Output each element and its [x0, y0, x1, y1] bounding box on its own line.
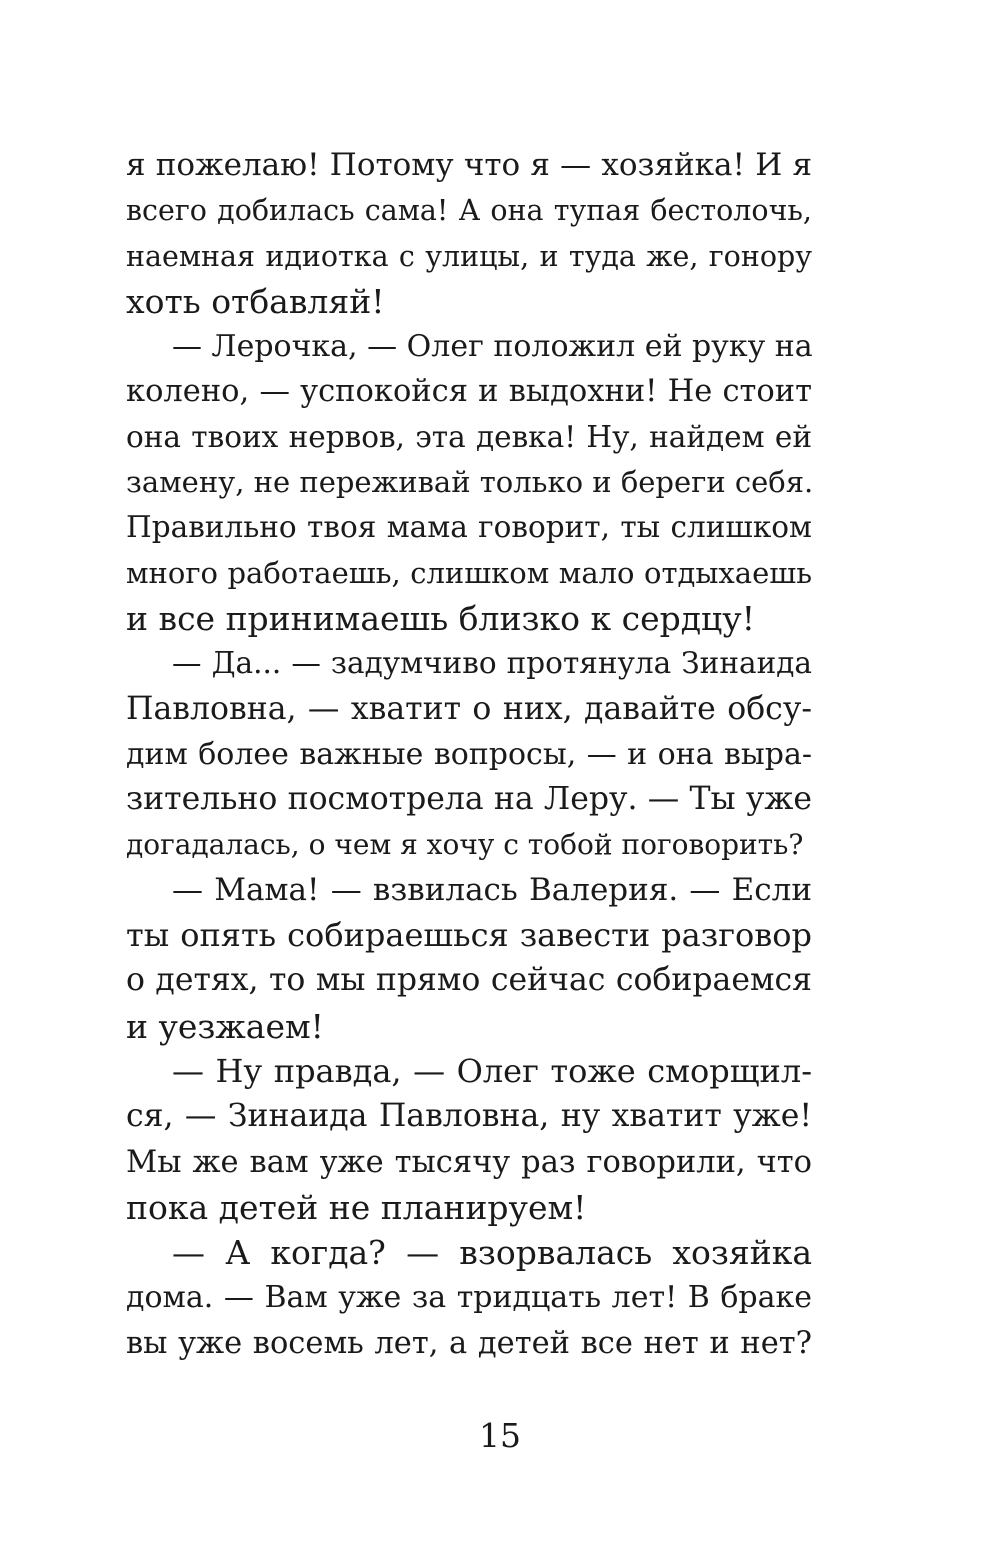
text-line: хоть отбавляй!	[126, 281, 385, 321]
text-line: догадалась, о чем я хочу с тобой поговорить?	[126, 828, 804, 862]
text-line: — Ну правда, — Олег тоже сморщил-	[172, 1051, 812, 1090]
text-line: много работаешь, слишком мало отдыхаешь	[126, 555, 812, 590]
text-line: колено, — успокойся и выдохни! Не стоит	[126, 374, 812, 410]
text-line: зительно посмотрела на Леру. — Ты уже	[126, 781, 812, 818]
text-line: ся, — Зинаида Павловна, ну хватит уже!	[126, 1098, 812, 1135]
text-line: я пожелаю! Потому что я — хозяйка! И я	[126, 147, 812, 183]
text-line: — Лерочка, — Олег положил ей руку на	[172, 329, 813, 365]
text-line: ты опять собираешься завести разговор	[126, 916, 812, 955]
text-line: о детях, то мы прямо сейчас собираемся	[126, 962, 812, 999]
text-line: Правильно твоя мама говорит, ты слишком	[126, 510, 812, 545]
page-number: 15	[479, 1416, 521, 1455]
text-line: пока детей не планируем!	[126, 1187, 587, 1227]
text-line: и уезжаем!	[126, 1006, 324, 1046]
text-line: — А когда? — взорвалась хозяйка	[172, 1233, 812, 1273]
body-text	[126, 143, 812, 1366]
text-line: замену, не переживай только и береги себя.	[126, 465, 814, 500]
text-line: вы уже восемь лет, а детей все нет и нет?	[126, 1325, 812, 1361]
text-line: Мы же вам уже тысячу раз говорили, что	[126, 1144, 812, 1180]
text-line: дома. — Вам уже за тридцать лет! В браке	[126, 1280, 812, 1316]
text-line: наемная идиотка с улицы, и туда же, гонору	[126, 239, 812, 273]
text-line: — Да... — задумчиво протянула Зинаида	[172, 646, 812, 681]
text-line: она твоих нервов, эта девка! Ну, найдем ей	[126, 419, 812, 454]
text-line: — Мама! — взвилась Валерия. — Если	[172, 871, 812, 908]
text-line: всего добилась сама! А она тупая бестолочь,	[126, 194, 812, 228]
text-line: дим более важные вопросы, — и она выра-	[126, 736, 812, 772]
text-line: Павловна, — хватит о них, давайте обсу-	[126, 690, 812, 727]
text-line: и все принимаешь близко к сердцу!	[126, 598, 755, 638]
